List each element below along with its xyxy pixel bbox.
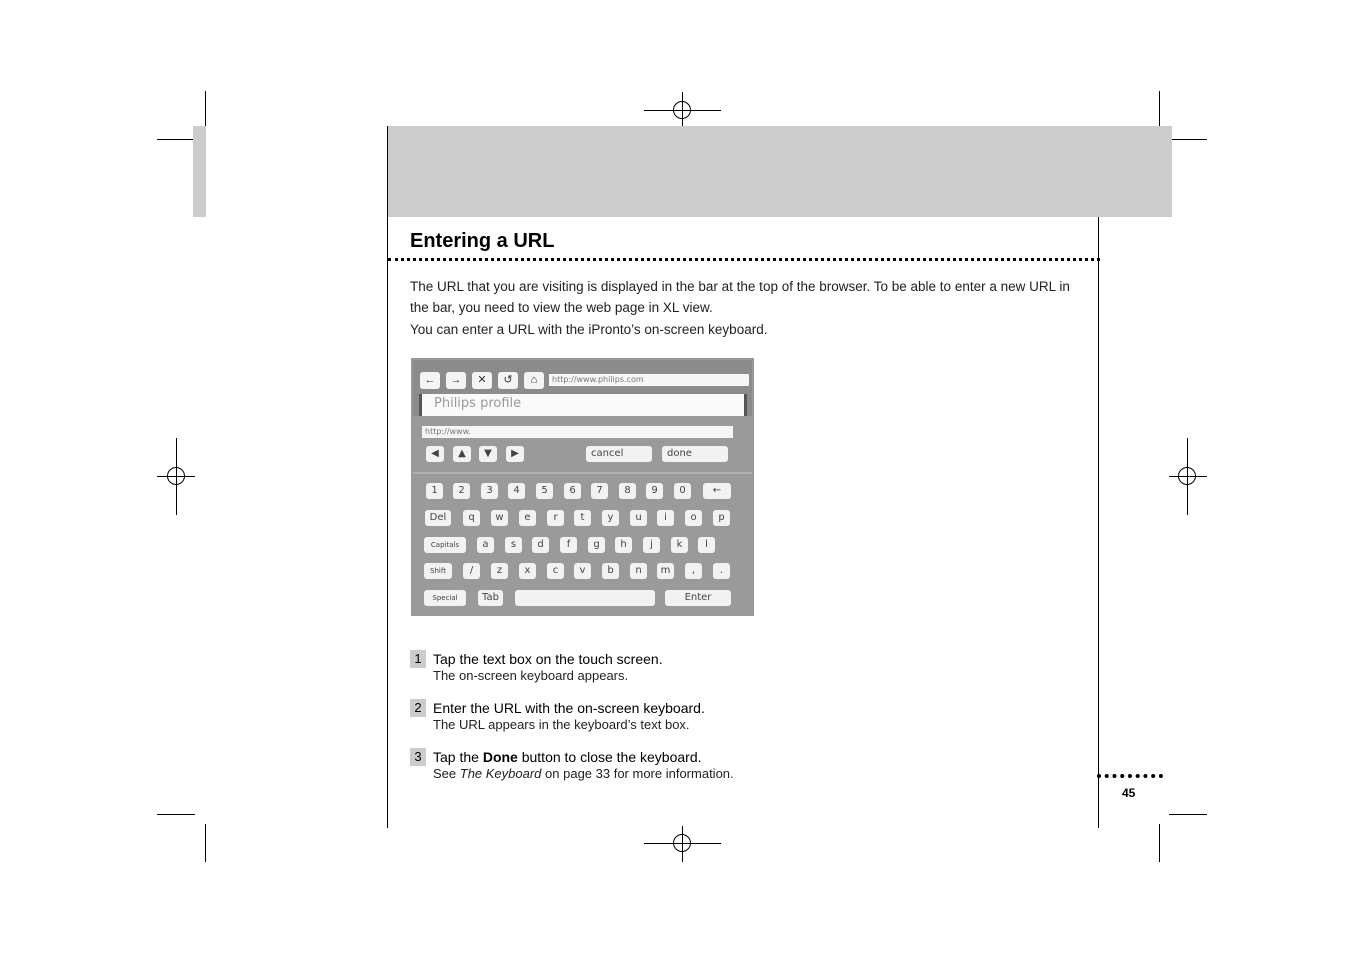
delete-key[interactable]: Del	[425, 510, 451, 526]
step-result: The on-screen keyboard appears.	[433, 668, 629, 683]
intro-paragraph: The URL that you are visiting is displayed in the bar at the top of the browser. To be able to enter a new URL in the bar, you need to view the web page in XL view.	[410, 279, 1070, 315]
key[interactable]: ,	[685, 563, 702, 579]
key[interactable]: e	[519, 510, 536, 526]
key[interactable]: q	[463, 510, 480, 526]
key[interactable]: 0	[674, 483, 691, 499]
key[interactable]: s	[505, 537, 522, 553]
right-frame-line	[1098, 217, 1099, 828]
key[interactable]: f	[560, 537, 577, 553]
side-tab	[193, 126, 206, 217]
page-heading: Philips profile	[434, 396, 522, 411]
page-content-area	[419, 394, 747, 416]
key[interactable]: v	[574, 563, 591, 579]
step-instruction: Tap the text box on the touch screen.	[433, 651, 663, 667]
keyboard-divider	[413, 472, 752, 474]
key[interactable]: y	[602, 510, 619, 526]
step-text: Tap the	[433, 749, 483, 765]
enter-key[interactable]: Enter	[665, 590, 731, 606]
space-key[interactable]	[515, 590, 655, 606]
key[interactable]: t	[574, 510, 591, 526]
browser-toolbar	[413, 360, 752, 416]
chapter-title: The Browser	[931, 294, 1096, 325]
page-number: 45	[1122, 786, 1136, 800]
backspace-key[interactable]: ←	[703, 483, 731, 499]
key[interactable]: g	[588, 537, 605, 553]
key[interactable]: n	[630, 563, 647, 579]
key[interactable]: a	[477, 537, 494, 553]
cross-reference: The Keyboard	[459, 766, 542, 781]
address-bar[interactable]: http://www.philips.com	[549, 374, 749, 386]
step-instruction	[433, 749, 702, 765]
key[interactable]: k	[671, 537, 688, 553]
key[interactable]: j	[643, 537, 660, 553]
step-text: on page 33 for more information.	[541, 766, 734, 781]
dotted-rule	[388, 258, 1100, 261]
key[interactable]: 5	[536, 483, 553, 499]
step-result	[433, 766, 734, 781]
keyboard-screenshot	[411, 358, 754, 616]
special-key[interactable]: Special	[424, 590, 466, 606]
step-result: The URL appears in the keyboard’s text box.	[433, 717, 690, 732]
key[interactable]: .	[713, 563, 730, 579]
key[interactable]: o	[685, 510, 702, 526]
step-text: See	[433, 766, 460, 781]
key[interactable]: p	[713, 510, 730, 526]
back-icon[interactable]: ←	[420, 372, 440, 389]
key[interactable]: l	[698, 537, 715, 553]
page-number-dots	[1097, 774, 1163, 778]
key[interactable]: c	[547, 563, 564, 579]
step-number: 1	[410, 650, 426, 668]
left-frame-line	[387, 126, 388, 828]
key[interactable]: 3	[481, 483, 498, 499]
key[interactable]: 9	[646, 483, 663, 499]
cancel-button[interactable]: cancel	[586, 446, 652, 462]
arrow-left-button[interactable]: ◀	[426, 446, 444, 462]
shift-key[interactable]: Shift	[424, 563, 452, 579]
capitals-key[interactable]: Capitals	[424, 537, 466, 553]
home-icon[interactable]: ⌂	[524, 372, 544, 389]
arrow-up-button[interactable]: ▲	[453, 446, 471, 462]
key[interactable]: u	[630, 510, 647, 526]
step-text: button to close the keyboard.	[517, 749, 702, 765]
key[interactable]: d	[532, 537, 549, 553]
key[interactable]: 6	[564, 483, 581, 499]
key[interactable]: h	[615, 537, 632, 553]
arrow-down-button[interactable]: ▼	[479, 446, 497, 462]
key[interactable]: x	[519, 563, 536, 579]
key[interactable]: z	[491, 563, 508, 579]
arrow-right-button[interactable]: ▶	[506, 446, 524, 462]
key[interactable]: m	[657, 563, 674, 579]
key[interactable]: i	[657, 510, 674, 526]
key[interactable]: 1	[426, 483, 443, 499]
key[interactable]: b	[602, 563, 619, 579]
key[interactable]: 2	[453, 483, 470, 499]
key[interactable]: 4	[508, 483, 525, 499]
done-label: Done	[482, 749, 518, 765]
section-title: Entering a URL	[410, 230, 555, 252]
key[interactable]: 7	[591, 483, 608, 499]
forward-icon[interactable]: →	[446, 372, 466, 389]
refresh-icon[interactable]: ↺	[498, 372, 518, 389]
intro-paragraph-2: You can enter a URL with the iPronto’s on-screen keyboard.	[410, 322, 768, 337]
key[interactable]: w	[491, 510, 508, 526]
stop-icon[interactable]: ✕	[472, 372, 492, 389]
done-button[interactable]: done	[662, 446, 728, 462]
url-input[interactable]: http://www.	[422, 426, 733, 438]
key[interactable]: r	[547, 510, 564, 526]
step-number: 3	[410, 748, 426, 766]
key[interactable]: 8	[619, 483, 636, 499]
step-number: 2	[410, 699, 426, 717]
tab-key[interactable]: Tab	[478, 590, 503, 606]
step-instruction: Enter the URL with the on-screen keyboard.	[433, 700, 705, 716]
key[interactable]: /	[463, 563, 480, 579]
